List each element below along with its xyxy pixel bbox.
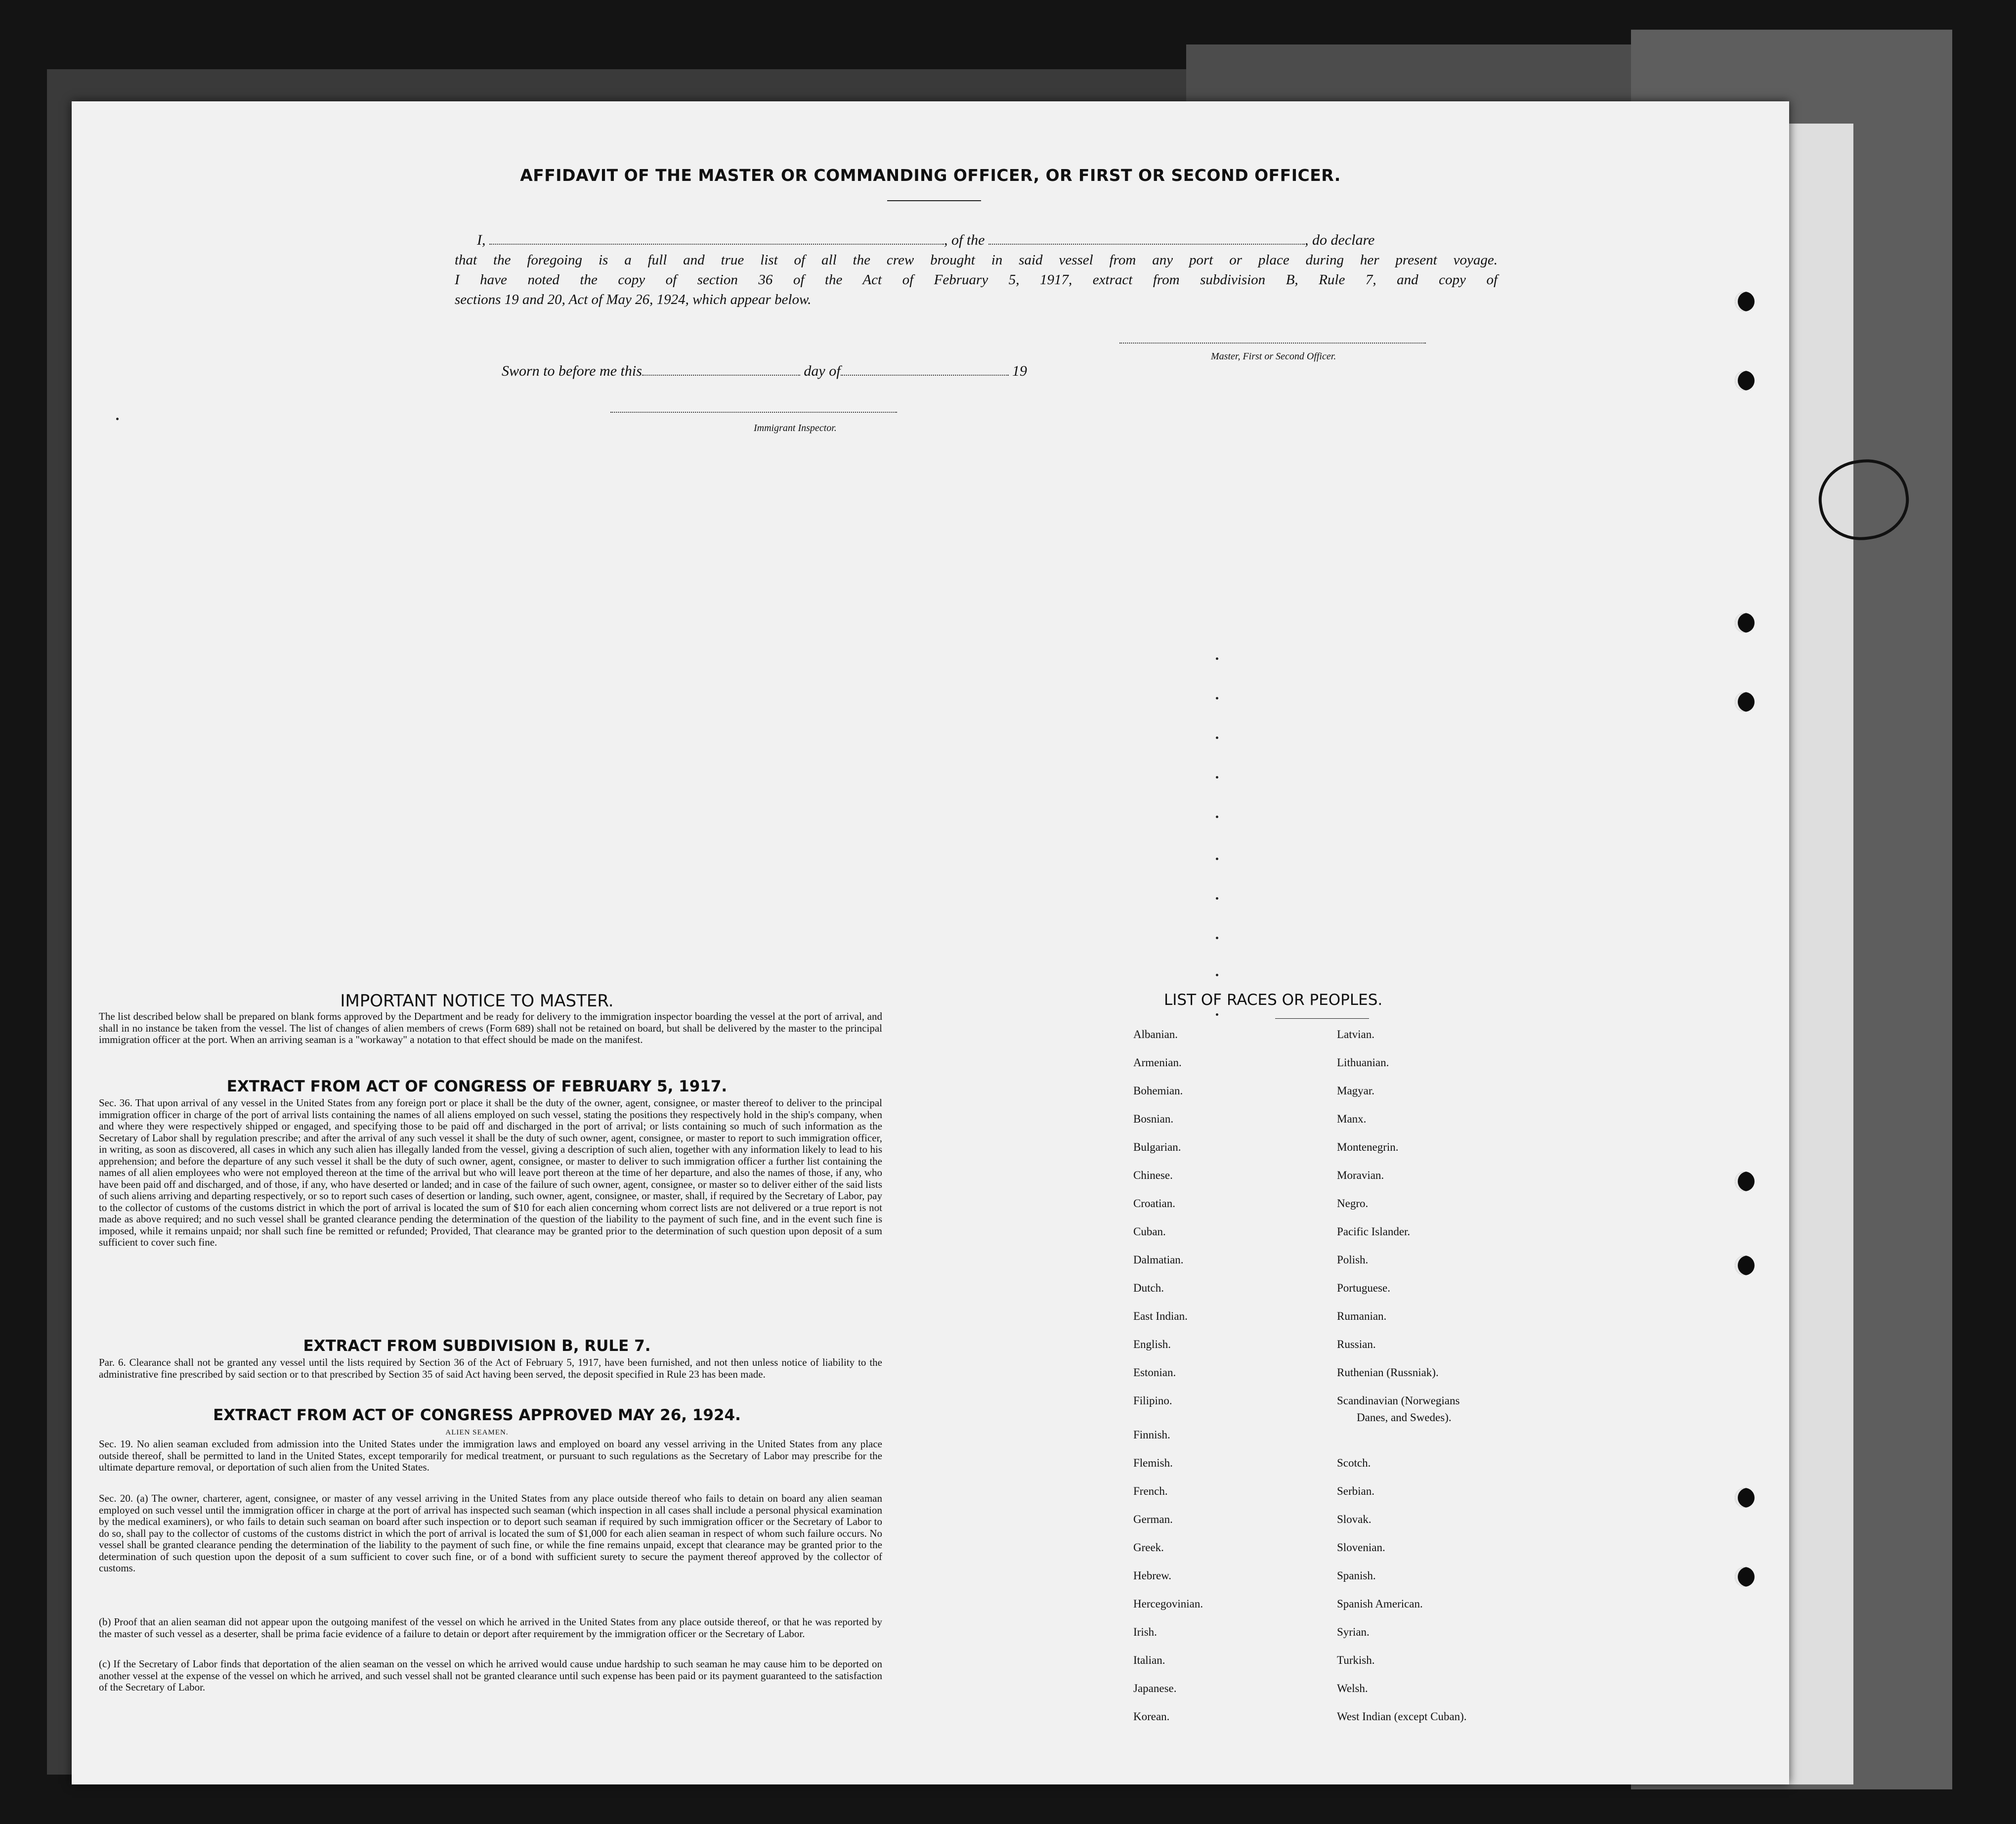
speck [1216, 657, 1218, 660]
year-label: 19 [1012, 363, 1028, 379]
extract-1917-title: EXTRACT FROM ACT OF CONGRESS OF FEBRUARY 5, 1917. [226, 1078, 728, 1095]
race-item: Spanish American. [1337, 1598, 1423, 1610]
subdivision-text: Par. 6. Clearance shall not be granted any vessel until the lists required by Section 36 of the Act of February 5, 1917, have been furnished, and not then unless notice of liability to the administrative fine prescribed by said section or to that prescribed by Section 35 of said Act having been served, the deposit specified in Rule 23 has been made. [99, 1356, 882, 1380]
extract-1924-title: EXTRACT FROM ACT OF CONGRESS APPROVED MAY 26, 1924. [213, 1406, 741, 1424]
race-item: Polish. [1337, 1254, 1369, 1266]
race-item: French. [1133, 1485, 1168, 1497]
subdivision-title: EXTRACT FROM SUBDIVISION B, RULE 7. [303, 1337, 651, 1355]
race-item: Dalmatian. [1133, 1254, 1184, 1266]
race-item: Slovenian. [1337, 1541, 1385, 1554]
sec20c-text: (c) If the Secretary of Labor finds that deportation of the alien seaman on the vessel on which he arrived would cause undue hardship to such seaman he may cause him to be deported on another vessel at the expense of the vessel on which he arrived, and such vessel shall not be granted clearance until such expense has been paid or its payment guaranteed to the satisfaction of the Secretary of Labor. [99, 1658, 882, 1694]
race-item: Albanian. [1133, 1028, 1178, 1041]
of-the-label: , of the [944, 232, 985, 248]
title-underline [887, 200, 981, 201]
race-item: Armenian. [1133, 1056, 1182, 1069]
speck [1216, 776, 1218, 779]
race-item: Lithuanian. [1337, 1056, 1389, 1069]
affidavit-line-2: that the foregoing is a full and true list of all the crew brought in said vessel from any port or place during her present voyage. [455, 252, 1498, 268]
vessel-field[interactable] [988, 232, 1305, 245]
race-item: Dutch. [1133, 1282, 1164, 1294]
binder-hole [1735, 1567, 1755, 1587]
speck [1216, 816, 1218, 818]
race-item: Serbian. [1337, 1485, 1375, 1497]
name-field[interactable] [489, 232, 944, 245]
notice-text: The list described below shall be prepared on blank forms approved by the Department and be ready for delivery to the immigration inspector boarding the vessel at the port of arrival, and shall in no instance be taken from the vessel. The list of changes of alien members of crews (Form 689) shall not be retained on board, but shall be delivered by the master to the principal immigration officer at the port. When an arriving seaman is a "workaway" a notation to that effect should be made on the manifest. [99, 1010, 882, 1046]
inspector-caption: Immigrant Inspector. [754, 423, 837, 434]
speck [1216, 974, 1218, 976]
race-item: Manx. [1337, 1113, 1367, 1125]
affidavit-page [72, 101, 1789, 1784]
speck [1216, 697, 1218, 699]
race-item: Croatian. [1133, 1197, 1175, 1210]
i-label: I, [477, 232, 486, 248]
master-signature-line[interactable] [1119, 343, 1426, 344]
race-item: Ruthenian (Russniak). [1337, 1366, 1439, 1379]
extract-1917-text: Sec. 36. That upon arrival of any vessel in the United States from any foreign port or place it shall be the duty of the owner, agent, consignee, or master thereof to deliver to the principal immigration officer in charge of the port of arrival lists containing the names of all aliens employed on such vessel, stating the positions they respectively hold in the ship's company, when and where they were respectively shipped or engaged, and specifying those to be paid off and discharged in the port of arrival; or lists containing so much of such information as the Secretary of Labor shall by regulation prescribe; and after the arrival of any such vessel it shall be the duty of such owner, agent, consignee, or master to report to such immigration officer, in writing, as soon as discovered, all cases in which any such alien has illegally landed from the vessel, giving a description of such alien, together with any information likely to lead to his apprehension; and before the departure of any such vessel it shall be the duty of such owner, agent, consignee, or master to deliver to such immigration officer a further list containing the names of all alien employees who were not employed thereon at the time of the arrival but who will leave port thereon at the time of her departure, and also the names of those, if any, who have been paid off and discharged, and of those, if any, who have deserted or landed; and in case of the failure of such owner, agent, consignee, or master so to deliver either of the said lists of such aliens arriving and departing respectively, or so to report such cases of desertion or landing, such owner, agent, consignee, or master, shall, if required by the Secretary of Labor, pay to the collector of customs of the customs district in which the port of arrival is located the sum of $10 for each alien concerning whom correct lists are not delivered or a true report is not made as above required; and no such vessel shall be granted clearance pending the determination of the question of the liability to the payment of such fine, and in the event such fine is imposed, while it remains unpaid; nor shall such fine be remitted or refunded; Provided, That clearance may be granted prior to the determination of such question upon deposit of a sum sufficient to cover such fine. [99, 1097, 882, 1249]
race-item: Irish. [1133, 1626, 1157, 1638]
affidavit-line-3: I have noted the copy of section 36 of the Act of February 5, 1917, extract from subdivision B, Rule 7, and copy of [455, 272, 1498, 288]
race-item: Slovak. [1337, 1513, 1372, 1525]
race-item: Negro. [1337, 1197, 1369, 1210]
race-item: German. [1133, 1513, 1173, 1525]
sworn-label: Sworn to before me this [502, 363, 642, 379]
race-item: Italian. [1133, 1654, 1165, 1666]
race-item: Japanese. [1133, 1682, 1177, 1694]
races-title-underline [1275, 1018, 1369, 1019]
race-item: Scandinavian (Norwegians [1337, 1394, 1460, 1407]
race-item: Spanish. [1337, 1569, 1376, 1582]
affidavit-line-4: sections 19 and 20, Act of May 26, 1924, which appear below. [455, 292, 812, 307]
speck [1216, 1013, 1218, 1016]
binder-hole [1735, 1256, 1755, 1275]
speck [1216, 737, 1218, 739]
binder-hole [1735, 613, 1755, 633]
sworn-line [502, 362, 1144, 381]
do-declare-label: , do declare [1305, 232, 1375, 248]
inspector-signature-line[interactable] [610, 412, 897, 413]
race-item: Hebrew. [1133, 1569, 1172, 1582]
race-item: Scotch. [1337, 1457, 1371, 1469]
binder-hole [1735, 1172, 1755, 1191]
race-item: Finnish. [1133, 1429, 1170, 1441]
binder-hole [1735, 371, 1755, 391]
speck [1216, 858, 1218, 860]
speck [116, 418, 119, 420]
race-item: Portuguese. [1337, 1282, 1390, 1294]
race-item: Cuban. [1133, 1225, 1166, 1238]
sworn-month-field[interactable] [841, 363, 1009, 376]
race-item: Turkish. [1337, 1654, 1375, 1666]
race-item: Russian. [1337, 1338, 1376, 1350]
race-item: Pacific Islander. [1337, 1225, 1411, 1238]
race-item: English. [1133, 1338, 1171, 1350]
affidavit-title: AFFIDAVIT OF THE MASTER OR COMMANDING OFFICER, OR FIRST OR SECOND OFFICER. [520, 166, 1341, 185]
speck [1216, 897, 1218, 900]
race-item: Bohemian. [1133, 1085, 1183, 1097]
race-item: Hercegovinian. [1133, 1598, 1203, 1610]
races-title: LIST OF RACES OR PEOPLES. [1164, 991, 1383, 1009]
binder-hole [1735, 692, 1755, 712]
race-item: Magyar. [1337, 1085, 1375, 1097]
race-item: East Indian. [1133, 1310, 1188, 1322]
speck [1216, 937, 1218, 939]
race-item: Moravian. [1337, 1169, 1384, 1181]
race-item: Estonian. [1133, 1366, 1176, 1379]
affidavit-line-1 [477, 231, 1465, 250]
day-of-label: day of [804, 363, 841, 379]
race-item: West Indian (except Cuban). [1337, 1710, 1467, 1723]
master-caption: Master, First or Second Officer. [1211, 351, 1336, 362]
race-item: Rumanian. [1337, 1310, 1387, 1322]
race-item: Danes, and Swedes). [1357, 1411, 1452, 1424]
notice-title: IMPORTANT NOTICE TO MASTER. [340, 991, 614, 1011]
race-item: Flemish. [1133, 1457, 1173, 1469]
race-item: Chinese. [1133, 1169, 1173, 1181]
race-item: Greek. [1133, 1541, 1164, 1554]
race-item: Filipino. [1133, 1394, 1172, 1407]
race-item: Welsh. [1337, 1682, 1368, 1694]
binder-hole [1735, 292, 1755, 311]
race-item: Montenegrin. [1337, 1141, 1399, 1153]
race-item: Korean. [1133, 1710, 1170, 1723]
sworn-day-field[interactable] [642, 363, 800, 376]
extract-1924-subtitle: ALIEN SEAMEN. [445, 1429, 509, 1436]
race-item: Latvian. [1337, 1028, 1374, 1041]
sec19-text: Sec. 19. No alien seaman excluded from admission into the United States under the immigration laws and employed on board any vessel arriving in the United States from any place outside thereof, shall be permitted to land in the United States, except temporarily for medical treatment, or pursuant to such regulations as the Secretary of Labor may prescribe for the ultimate departure removal, or deportation of such alien from the United States. [99, 1438, 882, 1474]
sec20a-text: Sec. 20. (a) The owner, charterer, agent, consignee, or master of any vessel arriving in the United States from any place outside thereof who fails to detain on board any alien seaman employed on such vessel until the immigration officer in charge at the port of arrival has inspected such seaman (which inspection in all cases shall include a personal physical examination by the medical examiners), or who fails to detain such seaman on board after such inspection or to deport such seaman if required by such immigration officer or the Secretary of Labor to do so, shall pay to the collector of customs of the customs district in which the port of arrival is located the sum of $1,000 for each alien seaman in respect of whom such failure occurs. No vessel shall be granted clearance pending the determination of the liability to the payment of such fine, or while the fine remains unpaid, except that clearance may be granted prior to the determination of such question upon the deposit of a sum sufficient to cover such fine, or of a bond with sufficient surety to secure the payment thereof approved by the collector of customs. [99, 1492, 882, 1574]
race-item: Syrian. [1337, 1626, 1370, 1638]
sec20b-text: (b) Proof that an alien seaman did not appear upon the outgoing manifest of the vessel on which he arrived in the United States from any place outside thereof, or that he was reported by the master of such vessel as a deserter, shall be prima facie evidence of a failure to detain or deport after requirement by the immigration officer or the Secretary of Labor. [99, 1616, 882, 1640]
binder-hole [1735, 1488, 1755, 1508]
race-item: Bulgarian. [1133, 1141, 1181, 1153]
race-item: Bosnian. [1133, 1113, 1174, 1125]
